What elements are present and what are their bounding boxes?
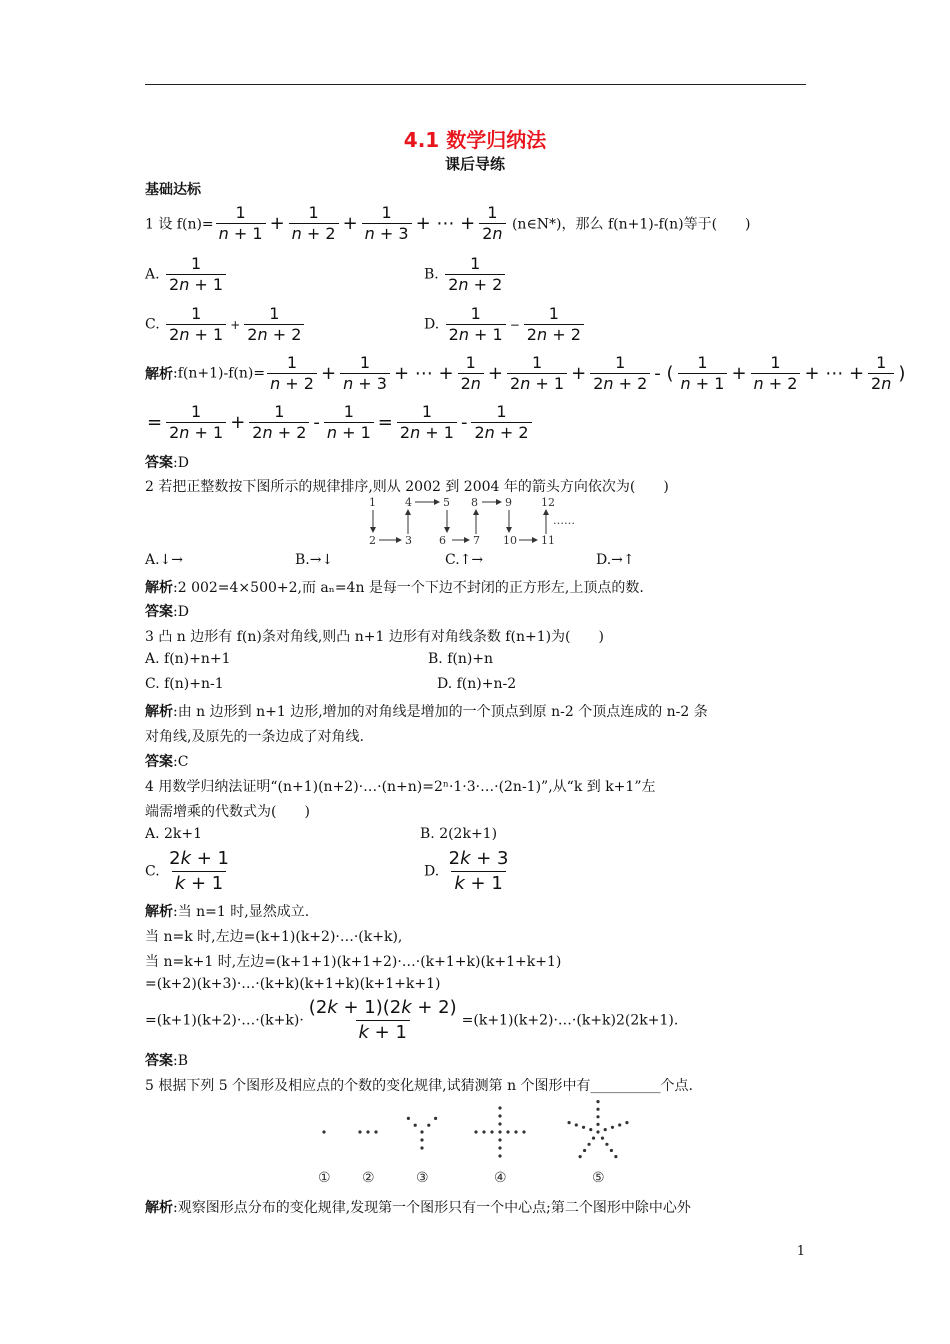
fraction: $\frac{1}{n + 1}$ <box>216 203 266 244</box>
figure-dot <box>482 1130 485 1133</box>
figure-dot <box>589 1128 592 1131</box>
figure-dot <box>604 1128 607 1131</box>
q5-stem: 5 根据下列 5 个图形及相应点的个数的变化规律,试猜测第 n 个图形中有__________个点. <box>145 1078 693 1094</box>
q5-dot-figures <box>300 1090 660 1200</box>
q3-analysis: 解析:由 n 边形到 n+1 边形,增加的对角线是增加的一个顶点到原 n-2 个顶点连成的 n-2 条 <box>145 704 708 720</box>
q4-analysis-line5: =(k+1)(k+2)·…·(k+k)· $\frac{(2k + 1)(2k + 2)}{k + 1}$ =(k+1)(k+2)·…·(k+k)2(2k+1). <box>145 997 679 1043</box>
figure-dot <box>596 1123 599 1126</box>
figure-dot <box>596 1108 599 1111</box>
q3-option-d[interactable]: D. f(n)+n-2 <box>437 676 517 692</box>
figure-dot <box>614 1155 617 1158</box>
q2-option-d[interactable]: D.→↑ <box>596 552 635 568</box>
figure-number: 3 <box>405 534 412 547</box>
fraction: $\frac{1}{2n + 1}$ <box>446 304 506 345</box>
answer-label: 答案 <box>145 604 173 620</box>
fraction: $\frac{1}{2n + 2}$ <box>471 402 531 443</box>
fraction: $\frac{1}{2n + 1}$ <box>166 304 226 345</box>
q2-stem: 2 若把正整数按下图所示的规律排序,则从 2002 到 2004 年的箭头方向依次为( ) <box>145 479 669 495</box>
figure-dot <box>407 1117 410 1120</box>
figure-dot <box>322 1130 325 1133</box>
q3-answer: 答案:C <box>145 754 189 770</box>
figure-dot <box>567 1121 570 1124</box>
analysis-label: 解析 <box>145 580 173 596</box>
answer-label: 答案 <box>145 754 173 770</box>
figure-dot <box>592 1137 595 1140</box>
answer-label: 答案 <box>145 1053 173 1069</box>
fraction: $\frac{1}{2n + 1}$ <box>397 402 457 443</box>
page-title: 4.1 数学归纳法 <box>403 128 547 152</box>
q1-option-c[interactable]: C. $\frac{1}{2n + 1}$ + $\frac{1}{2n + 2}$ <box>145 304 306 345</box>
page-number: 1 <box>796 1244 805 1259</box>
figure-label: ① <box>318 1170 331 1186</box>
figure-label: ④ <box>494 1170 507 1186</box>
fraction: $\frac{1}{2n + 2}$ <box>249 402 309 443</box>
figure-dot <box>498 1106 501 1109</box>
figure-dot <box>596 1100 599 1103</box>
fraction: $\frac{1}{n + 1}$ <box>678 353 728 394</box>
analysis-label: 解析 <box>145 904 173 920</box>
q1-stem: 1 设 f(n)= $\frac{1}{n + 1}$ + $\frac{1}{n + 2}$ + $\frac{1}{n + 3}$ + ⋯ + $\frac{1}{2n}$ (n∈N*)，那么 f(n+1)-f(n)等于( ) <box>145 203 751 243</box>
figure-dot <box>583 1149 586 1152</box>
figure-dot <box>611 1126 614 1129</box>
figure-dot <box>498 1138 501 1141</box>
q3-option-c[interactable]: C. f(n)+n-1 <box>145 676 224 692</box>
analysis-label: 解析 <box>145 704 173 720</box>
section-heading: 基础达标 <box>145 182 201 198</box>
q1-option-d[interactable]: D. $\frac{1}{2n + 1}$ − $\frac{1}{2n + 2}$ <box>424 304 586 345</box>
q2-answer: 答案:D <box>145 604 189 620</box>
figure-dot <box>498 1122 501 1125</box>
figure-dot <box>625 1121 628 1124</box>
fraction: $\frac{1}{2n + 1}$ <box>166 402 226 443</box>
figure-dot <box>420 1130 423 1133</box>
figure-dot <box>366 1130 369 1133</box>
q4-option-c[interactable]: C. $\frac{2k + 1}{k + 1}$ <box>145 847 234 896</box>
figure-number: 10 <box>503 534 517 547</box>
figure-label: ⑤ <box>592 1170 605 1186</box>
figure-dot <box>420 1138 423 1141</box>
figure-dot <box>490 1130 493 1133</box>
fraction: $\frac{1}{n + 2}$ <box>751 353 801 394</box>
fraction: $\frac{1}{2n + 1}$ <box>507 353 567 394</box>
figure-dot <box>374 1130 377 1133</box>
figure-dot <box>498 1130 501 1133</box>
fraction: $\frac{2k + 1}{k + 1}$ <box>169 848 229 894</box>
fraction: $\frac{1}{2n + 2}$ <box>590 353 650 394</box>
analysis-label: 解析 <box>145 366 173 383</box>
fraction: $\frac{1}{n + 2}$ <box>267 353 317 394</box>
figure-dot <box>414 1124 417 1127</box>
figure-number: 11 <box>541 534 555 547</box>
figure-dot <box>498 1154 501 1157</box>
figure-number: 5 <box>443 496 450 509</box>
fraction: $\frac{1}{2n + 2}$ <box>524 304 584 345</box>
answer-label: 答案 <box>145 455 173 471</box>
figure-dot <box>358 1130 361 1133</box>
fraction: $\frac{1}{n + 1}$ <box>324 402 374 443</box>
q3-option-a[interactable]: A. f(n)+n+1 <box>145 651 231 667</box>
fraction: $\frac{1}{2n + 2}$ <box>445 254 505 295</box>
figure-dot <box>605 1143 608 1146</box>
figure-number: 4 <box>405 496 412 509</box>
figure-dot <box>618 1123 621 1126</box>
fraction: $\frac{1}{2n + 2}$ <box>244 304 304 345</box>
figure-dot <box>575 1123 578 1126</box>
q1-stem-suffix: (n∈N*)，那么 f(n+1)-f(n)等于( ) <box>511 216 751 233</box>
figure-label: ② <box>362 1170 375 1186</box>
q3-analysis-line2: 对角线,及原先的一条边成了对角线. <box>145 729 364 745</box>
fraction: $\frac{1}{2n + 1}$ <box>166 254 226 295</box>
q4-option-a[interactable]: A. 2k+1 <box>145 826 203 842</box>
figure-number: 8 <box>471 496 478 509</box>
q1-stem-prefix: 1 设 f(n)= <box>145 216 214 233</box>
figure-dot <box>596 1115 599 1118</box>
q4-analysis: 解析:当 n=1 时,显然成立. <box>145 904 310 920</box>
figure-dot <box>514 1130 517 1133</box>
figure-dot <box>498 1114 501 1117</box>
q2-option-a[interactable]: A.↓→ <box>145 552 184 568</box>
fraction: $\frac{1}{n + 3}$ <box>362 203 412 244</box>
figure-dot <box>427 1124 430 1127</box>
figure-dot <box>474 1130 477 1133</box>
q1-option-b[interactable]: B. $\frac{1}{2n + 2}$ <box>424 254 507 295</box>
fraction: $\frac{1}{2n}$ <box>458 353 484 394</box>
q4-option-d[interactable]: D. $\frac{2k + 3}{k + 1}$ <box>424 847 514 896</box>
q4-stem: 4 用数学归纳法证明“(n+1)(n+2)·…·(n+n)=2ⁿ·1·3·…·(2n-1)”,从“k 到 k+1”左 <box>145 779 656 795</box>
q1-option-a[interactable]: A. $\frac{1}{2n + 1}$ <box>145 254 228 295</box>
q2-option-b[interactable]: B.→↓ <box>295 552 334 568</box>
fraction: $\frac{1}{n + 2}$ <box>289 203 339 244</box>
header-rule <box>145 84 806 85</box>
figure-number: 12 <box>541 496 555 509</box>
q4-option-b[interactable]: B. 2(2k+1) <box>420 826 498 842</box>
figure-dot <box>596 1130 599 1133</box>
q4-analysis-line3: 当 n=k+1 时,左边=(k+1+1)(k+1+2)·…·(k+1+k)(k+1+k+1) <box>145 954 562 970</box>
q3-stem: 3 凸 n 边形有 f(n)条对角线,则凸 n+1 边形有对角线条数 f(n+1)为( ) <box>145 629 604 645</box>
figure-label: ③ <box>416 1170 429 1186</box>
q1-analysis: 解析:f(n+1)-f(n)= $\frac{1}{n + 2}$ + $\frac{1}{n + 3}$ + ⋯ + $\frac{1}{2n}$ + $\frac{1}{2n + 1}$ + $\frac{1}{2n + 2}$ - ( $\frac{1}{n + 1}$ + $\frac{1}{n + 2}$ + ⋯ + $\frac{1}{2n}$ ) <box>145 353 906 393</box>
figure-number: 6 <box>439 534 446 547</box>
analysis-label: 解析 <box>145 1200 173 1216</box>
q1-answer: 答案:D <box>145 455 189 471</box>
figure-number: 2 <box>369 534 376 547</box>
fraction: $\frac{1}{n + 3}$ <box>340 353 390 394</box>
figure-number: 9 <box>505 496 512 509</box>
page-subtitle: 课后导练 <box>444 155 505 173</box>
figure-dot <box>506 1130 509 1133</box>
figure-dot <box>610 1149 613 1152</box>
figure-dot <box>420 1146 423 1149</box>
figure-number: 7 <box>473 534 480 547</box>
figure-dot <box>579 1155 582 1158</box>
q4-answer: 答案:B <box>145 1053 189 1069</box>
figure-dot <box>601 1137 604 1140</box>
figure-dot <box>522 1130 525 1133</box>
fraction: $\frac{1}{2n}$ <box>868 353 894 394</box>
figure-ellipsis: …… <box>553 514 575 527</box>
figure-dot <box>434 1117 437 1120</box>
q3-option-b[interactable]: B. f(n)+n <box>428 651 494 667</box>
q4-stem-line2: 端需增乘的代数式为( ) <box>145 804 310 820</box>
q4-analysis-line4: =(k+2)(k+3)·…·(k+k)(k+1+k)(k+1+k+1) <box>145 976 441 992</box>
q2-analysis: 解析:2 002=4×500+2,而 aₙ=4n 是每一个下边不封闭的正方形左,上顶点的数. <box>145 580 644 596</box>
q4-analysis-line2: 当 n=k 时,左边=(k+1)(k+2)·…·(k+k), <box>145 929 403 945</box>
fraction: $\frac{1}{2n}$ <box>479 203 505 244</box>
figure-dot <box>498 1146 501 1149</box>
q1-analysis-line2: = $\frac{1}{2n + 1}$ + $\frac{1}{2n + 2}$ - $\frac{1}{n + 1}$ = $\frac{1}{2n + 1}$ - $\frac{1}{2n + 2}$ <box>145 402 534 443</box>
fraction: $\frac{(2k + 1)(2k + 2)}{k + 1}$ <box>308 997 457 1043</box>
q2-number-arrow-figure <box>355 494 595 550</box>
figure-dot <box>587 1143 590 1146</box>
figure-dot <box>582 1126 585 1129</box>
fraction: $\frac{2k + 3}{k + 1}$ <box>448 848 509 894</box>
q2-option-c[interactable]: C.↑→ <box>445 552 484 568</box>
figure-number: 1 <box>369 496 376 509</box>
q5-analysis: 解析:观察图形点分布的变化规律,发现第一个图形只有一个中心点;第二个图形中除中心外 <box>145 1200 691 1216</box>
